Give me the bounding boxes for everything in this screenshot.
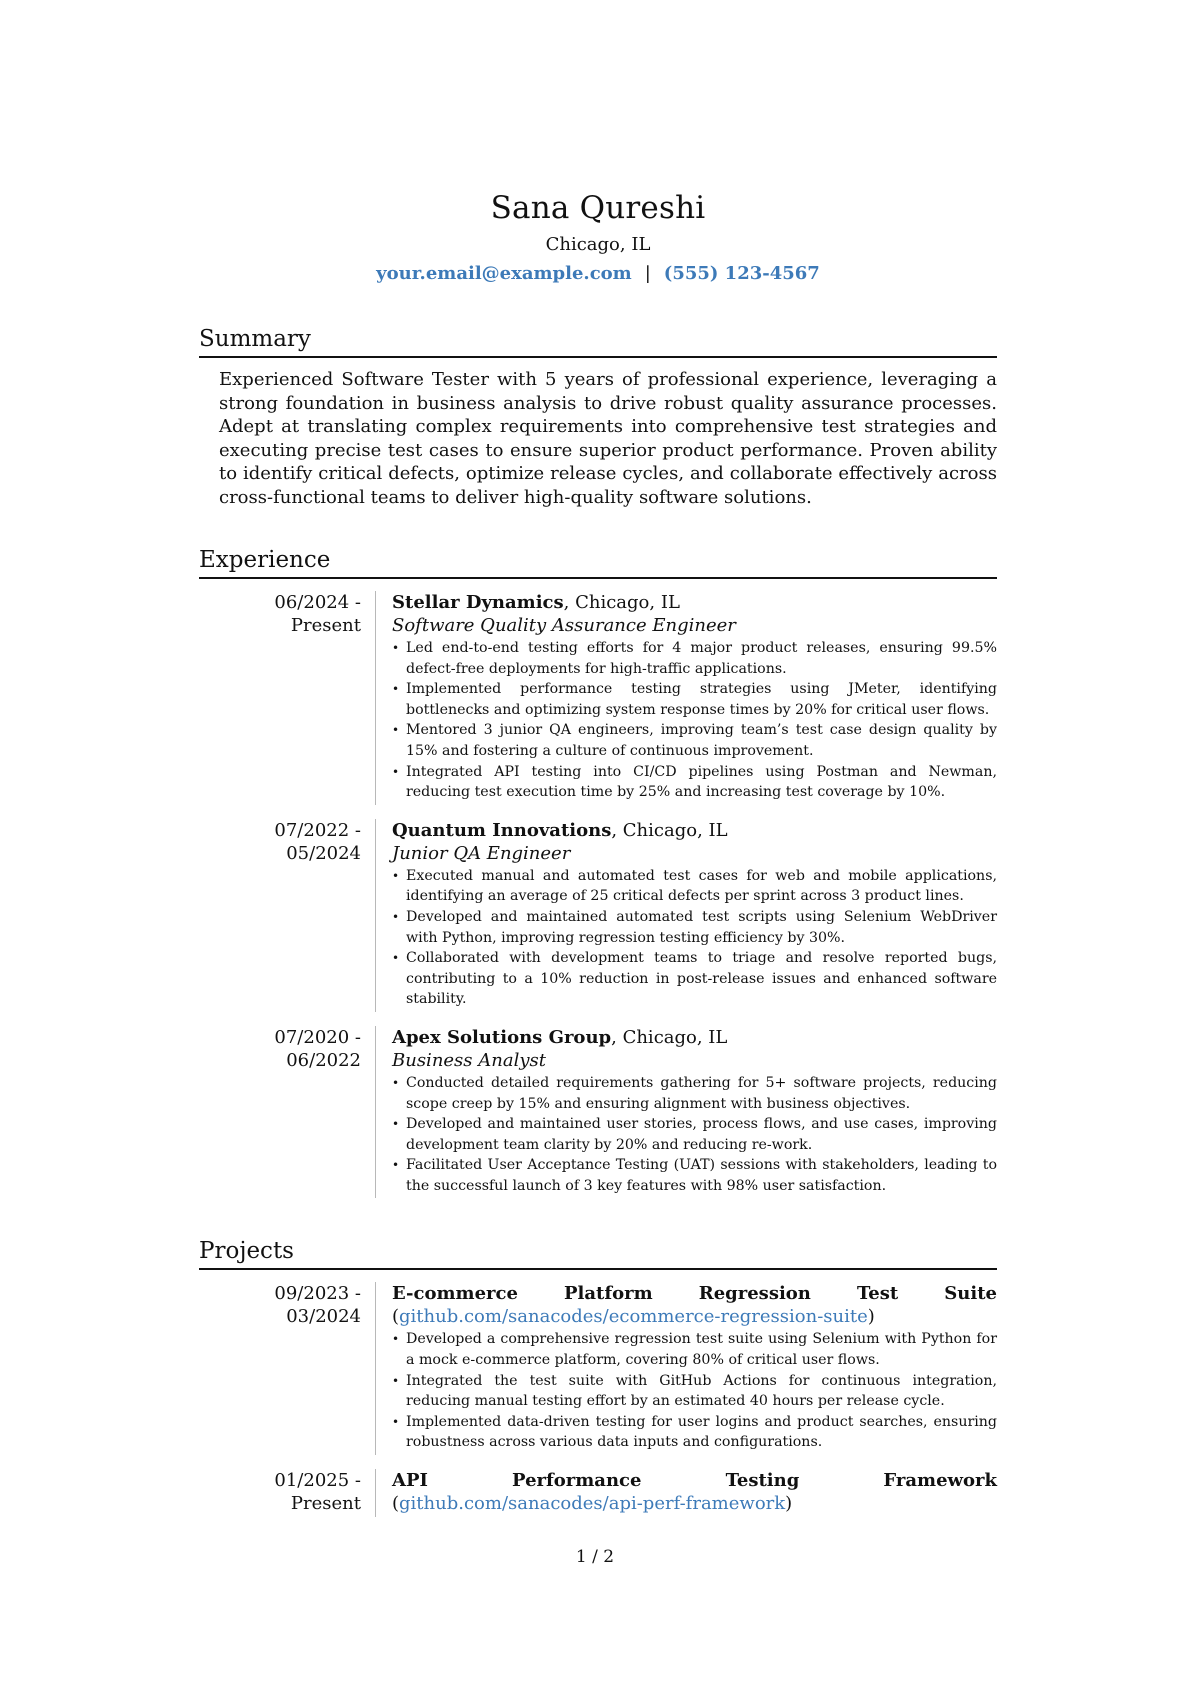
job-title: Business Analyst [392,1049,546,1071]
bullet-item: • Developed and maintained user stories, process flows, and use cases, improving development team clarity by 20% and reducing re-work. [392,1114,997,1155]
experience-entry [199,1026,997,1199]
bullet-item: • Integrated API testing into CI/CD pipelines using Postman and Newman, reducing test execution time by 25% and increasing test coverage by 10%. [392,762,997,803]
bullet-item: • Collaborated with development teams to triage and resolve reported bugs, contributing to a 10% reduction in post-release issues and enhanced software stability. [392,948,997,1010]
contact-separator: | [644,263,651,284]
entry-body [375,1282,997,1455]
bullet-item: • Conducted detailed requirements gathering for 5+ software projects, reducing scope creep by 15% and ensuring alignment with business objectives. [392,1073,997,1114]
experience-entry [199,819,997,1012]
section-title-projects: Projects [199,1236,997,1270]
entry-body [375,819,997,1012]
bullet-list [392,866,997,1010]
experience-entry [199,591,997,805]
project-link[interactable]: github.com/sanacodes/ecommerce-regression-suite [399,1306,868,1328]
email-link[interactable]: your.email@example.com [376,263,632,284]
projects-list [199,1282,997,1517]
section-title-summary: Summary [199,324,997,358]
resume-header [199,188,997,286]
entry-date: 06/2024 - Present [274,592,361,636]
bullet-item: • Facilitated User Acceptance Testing (UAT) sessions with stakeholders, leading to the successful launch of 3 key features with 98% user satisfaction. [392,1155,997,1196]
summary-text: Experienced Software Tester with 5 years of professional experience, leveraging a strong foundation in business analysis to drive robust quality assurance processes. Adept at translating complex requirements into comprehensive test strategies and executing precise test cases to ensure superior product performance. Proven ability to identify critical defects, optimize release cycles, and collaborate effectively across cross-functional teams to deliver high-quality software solutions. [219,369,997,508]
bullet-item: • Executed manual and automated test cases for web and mobile applications, identifying an average of 25 critical defects per sprint across 3 product lines. [392,866,997,907]
entry-body [375,1469,997,1517]
phone-link[interactable]: (555) 123-4567 [663,263,820,284]
entry-body [375,591,997,805]
project-entry [199,1469,997,1517]
candidate-location: Chicago, IL [545,234,651,255]
resume-content [199,188,997,1517]
company-name: Stellar Dynamics [392,592,564,613]
bullet-list [392,1329,997,1453]
entry-date: 07/2022 - 05/2024 [274,819,361,864]
contact-line [199,262,997,286]
section-title-experience: Experience [199,545,997,579]
entry-date: 09/2023 - 03/2024 [274,1283,361,1328]
company-location: , Chicago, IL [611,1026,728,1048]
job-title: Junior QA Engineer [392,842,571,864]
bullet-item: • Led end-to-end testing efforts for 4 major product releases, ensuring 99.5% defect-free deployments for high-traffic applications. [392,638,997,679]
entry-heading [392,1026,997,1049]
projects-section [199,1236,997,1517]
bullet-item: • Developed a comprehensive regression test suite using Selenium with Python for a mock e-commerce platform, covering 80% of critical user flows. [392,1329,997,1370]
experience-section [199,545,997,1198]
bullet-list [392,1073,997,1197]
project-heading: E-commerce Platform Regression Test Suite (github.com/sanacodes/ecommerce-regression-suite) [392,1283,997,1328]
bullet-item: • Integrated the test suite with GitHub Actions for continuous integration, reducing manual testing effort by an estimated 40 hours per release cycle. [392,1371,997,1412]
bullet-item: • Implemented performance testing strategies using JMeter, identifying bottlenecks and optimizing system response times by 20% for critical user flows. [392,679,997,720]
bullet-item: • Implemented data-driven testing for user logins and product searches, ensuring robustness across various data inputs and configurations. [392,1412,997,1453]
bullet-item: • Mentored 3 junior QA engineers, improving team’s test case design quality by 15% and fostering a culture of continuous improvement. [392,720,997,761]
project-entry [199,1282,997,1455]
project-link[interactable]: github.com/sanacodes/api-perf-framework [399,1493,786,1515]
entry-date: 07/2020 - 06/2022 [274,1026,361,1071]
project-name: API Performance Testing Framework [392,1470,997,1492]
page-number: 1 / 2 [575,1547,615,1567]
project-heading: API Performance Testing Framework (github.com/sanacodes/api-perf-framework) [392,1470,997,1515]
company-name: Quantum Innovations [392,819,612,841]
bullet-list [392,638,997,803]
summary-section [199,324,997,509]
company-location: , Chicago, IL [611,819,728,841]
bullet-item: • Developed and maintained automated test scripts using Selenium WebDriver with Python, improving regression testing efficiency by 30%. [392,907,997,948]
experience-list [199,591,997,1198]
job-title: Software Quality Assurance Engineer [392,615,736,636]
entry-date: 01/2025 - Present [274,1470,361,1515]
candidate-name: Sana Qureshi [490,190,706,226]
entry-heading [392,819,997,842]
company-name: Apex Solutions Group [392,1026,612,1048]
project-name: E-commerce Platform Regression Test Suite [392,1283,997,1305]
company-location: , Chicago, IL [563,592,680,613]
entry-heading [392,591,997,614]
entry-body [375,1026,997,1199]
